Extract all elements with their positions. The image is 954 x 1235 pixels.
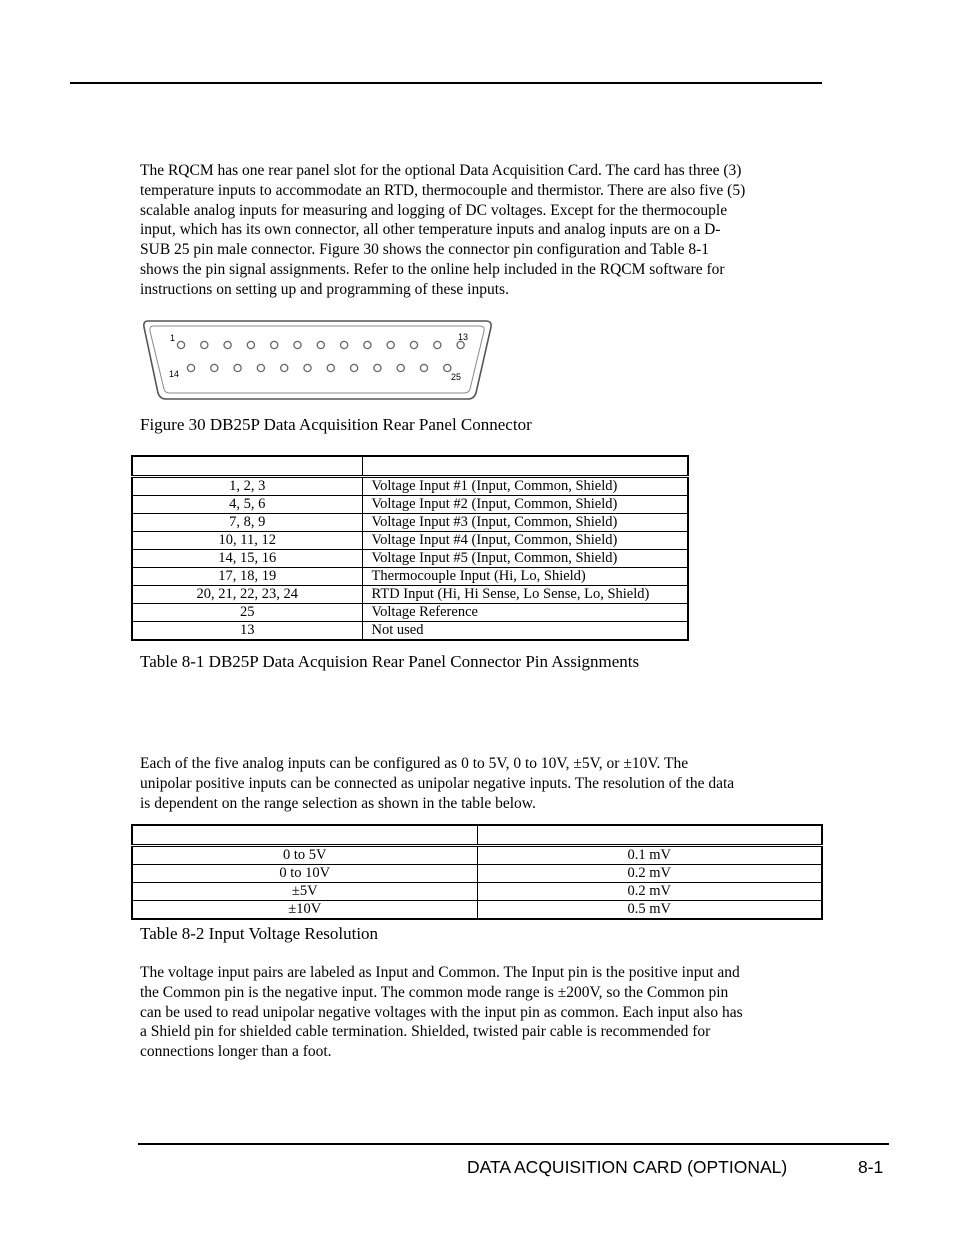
pin-row-bottom (187, 364, 451, 371)
table-row (132, 883, 822, 901)
signal-cell: RTD Input (Hi, Hi Sense, Lo Sense, Lo, Shield) (362, 586, 688, 604)
pin-bottom-5 (281, 364, 288, 371)
pin-top-3 (224, 341, 231, 348)
table-header-row (132, 456, 688, 477)
intro-line: shows the pin signal assignments. Refer to the online help included in the RQCM software for (140, 260, 725, 278)
intro-line: instructions on setting up and programming of these inputs. (140, 280, 509, 298)
range-cell: 0 to 10V (132, 865, 477, 883)
pin-top-9 (364, 341, 371, 348)
pin-bottom-12 (444, 364, 451, 371)
footer-rule (138, 1143, 889, 1145)
table-8-1-caption: Table 8-1 DB25P Data Acquision Rear Panel Connector Pin Assignments (140, 652, 640, 671)
pin-top-10 (387, 341, 394, 348)
table-header-cell (477, 825, 822, 846)
voltage-pairs-paragraph (140, 963, 820, 1062)
pin-cell: 4, 5, 6 (132, 496, 362, 514)
table-row (132, 586, 688, 604)
table-row (132, 496, 688, 514)
analog-line: unipolar positive inputs can be connected as unipolar negative inputs. The resolution of the data (140, 774, 735, 792)
pin-bottom-11 (420, 364, 427, 371)
signal-cell: Voltage Input #1 (Input, Common, Shield) (362, 477, 688, 496)
pin-top-11 (410, 341, 417, 348)
pin-cell: 25 (132, 604, 362, 622)
pin-top-6 (294, 341, 301, 348)
pin-top-8 (341, 341, 348, 348)
pin-cell: 17, 18, 19 (132, 568, 362, 586)
analog-inputs-paragraph (140, 754, 820, 813)
table-row (132, 865, 822, 883)
header-rule (70, 82, 822, 84)
range-cell: 0 to 5V (132, 846, 477, 865)
pin-bottom-1 (187, 364, 194, 371)
table-header-cell (362, 456, 688, 477)
signal-cell: Voltage Input #4 (Input, Common, Shield) (362, 532, 688, 550)
range-cell: ±10V (132, 901, 477, 920)
pin-bottom-8 (351, 364, 358, 371)
table-header-cell (132, 825, 477, 846)
pin-cell: 10, 11, 12 (132, 532, 362, 550)
table-row (132, 568, 688, 586)
resolution-cell: 0.1 mV (477, 846, 822, 865)
table-row (132, 901, 822, 920)
table-8-2-voltage-resolution (131, 824, 823, 920)
pin-cell: 14, 15, 16 (132, 550, 362, 568)
pin-top-7 (317, 341, 324, 348)
pin-label-1: 1 (170, 333, 176, 343)
figure-30-caption: Figure 30 DB25P Data Acquisition Rear Panel Connector (140, 415, 532, 434)
pin-bottom-10 (397, 364, 404, 371)
pin-cell: 1, 2, 3 (132, 477, 362, 496)
table-row (132, 846, 822, 865)
pin-top-13 (457, 341, 464, 348)
table-row (132, 514, 688, 532)
pin-bottom-9 (374, 364, 381, 371)
range-cell: ±5V (132, 883, 477, 901)
voltage-pairs-line: the Common pin is the negative input. The common mode range is ±200V, so the Common pin (140, 983, 729, 1001)
table-8-1-pin-assignments (131, 455, 689, 641)
table-header-cell (132, 456, 362, 477)
table-row (132, 604, 688, 622)
db25-connector-diagram (140, 313, 496, 403)
signal-cell: Thermocouple Input (Hi, Lo, Shield) (362, 568, 688, 586)
signal-cell: Voltage Input #3 (Input, Common, Shield) (362, 514, 688, 532)
pin-top-1 (177, 341, 184, 348)
pin-bottom-3 (234, 364, 241, 371)
pin-bottom-6 (304, 364, 311, 371)
voltage-pairs-line: connections longer than a foot. (140, 1043, 332, 1061)
table-header-row (132, 825, 822, 846)
resolution-cell: 0.2 mV (477, 883, 822, 901)
pin-cell: 7, 8, 9 (132, 514, 362, 532)
intro-line: scalable analog inputs for measuring and logging of DC voltages. Except for the thermocouple (140, 201, 728, 219)
analog-line: is dependent on the range selection as shown in the table below. (140, 794, 536, 812)
intro-paragraph (140, 161, 820, 300)
pin-top-4 (247, 341, 254, 348)
connector-outer-shell (144, 321, 491, 399)
intro-line: input, which has its own connector, all other temperature inputs and analog inputs are on a D- (140, 221, 721, 239)
table-row (132, 477, 688, 496)
connector-inner-shell (150, 326, 484, 393)
pin-cell: 20, 21, 22, 23, 24 (132, 586, 362, 604)
voltage-pairs-line: The voltage input pairs are labeled as Input and Common. The Input pin is the positive input and (140, 964, 740, 981)
pin-cell: 13 (132, 622, 362, 641)
intro-line: temperature inputs to accommodate an RTD, thermocouple and thermistor. There are also five (5) (140, 181, 746, 199)
intro-line: The RQCM has one rear panel slot for the optional Data Acquisition Card. The card has three (3) (140, 162, 742, 179)
pin-bottom-4 (257, 364, 264, 371)
footer-page-number: 8-1 (858, 1157, 884, 1177)
pin-label-14: 14 (169, 369, 180, 379)
table-row (132, 550, 688, 568)
footer-section-title: DATA ACQUISITION CARD (OPTIONAL) (467, 1157, 788, 1177)
signal-cell: Not used (362, 622, 688, 641)
pin-bottom-2 (211, 364, 218, 371)
table-8-2-caption: Table 8-2 Input Voltage Resolution (140, 924, 379, 943)
voltage-pairs-line: a Shield pin for shielded cable termination. Shielded, twisted pair cable is recommended for (140, 1023, 711, 1041)
signal-cell: Voltage Input #5 (Input, Common, Shield) (362, 550, 688, 568)
voltage-pairs-line: can be used to read unipolar negative voltages with the input pin as common. Each input also has (140, 1003, 743, 1021)
pin-top-12 (434, 341, 441, 348)
intro-line: SUB 25 pin male connector. Figure 30 shows the connector pin configuration and Table 8-1 (140, 241, 709, 259)
pin-bottom-7 (327, 364, 334, 371)
pin-top-2 (201, 341, 208, 348)
table-row (132, 532, 688, 550)
signal-cell: Voltage Reference (362, 604, 688, 622)
resolution-cell: 0.2 mV (477, 865, 822, 883)
analog-line: Each of the five analog inputs can be configured as 0 to 5V, 0 to 10V, ±5V, or ±10V. The (140, 755, 689, 772)
table-row (132, 622, 688, 641)
pin-label-25: 25 (451, 372, 462, 382)
pin-row-top (177, 341, 464, 348)
signal-cell: Voltage Input #2 (Input, Common, Shield) (362, 496, 688, 514)
resolution-cell: 0.5 mV (477, 901, 822, 920)
pin-top-5 (271, 341, 278, 348)
pin-label-13: 13 (458, 332, 469, 342)
